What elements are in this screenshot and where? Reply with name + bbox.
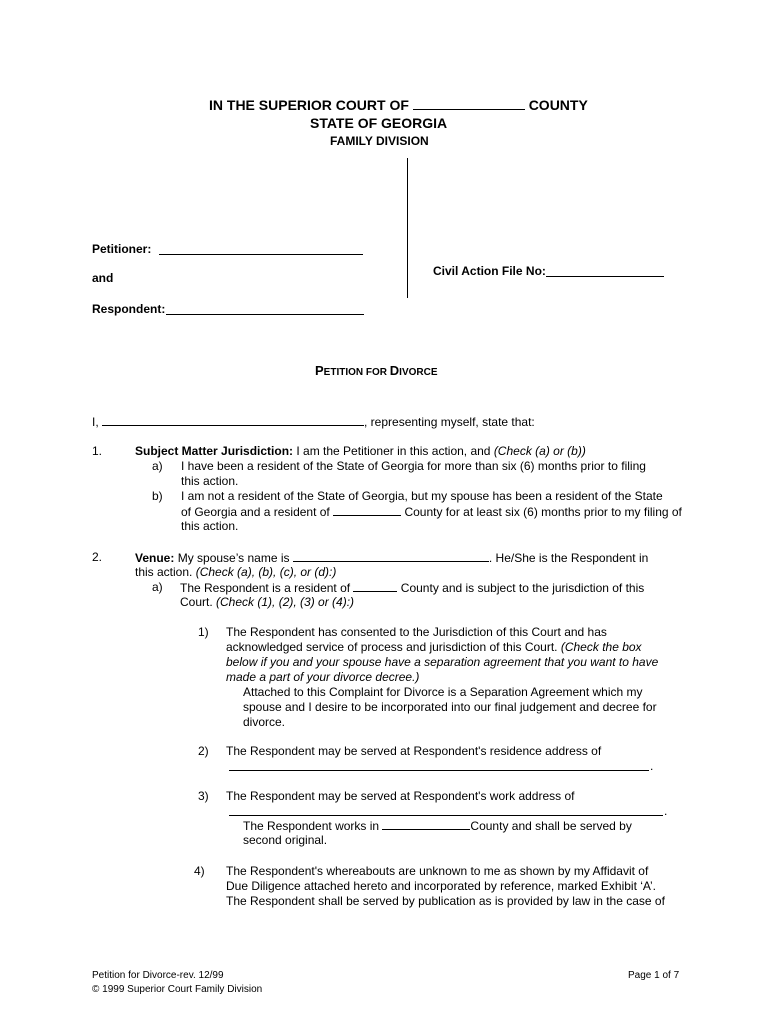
item4-number: 4) [194,864,205,878]
court-heading-suffix: COUNTY [528,97,588,113]
work-address-field[interactable] [229,815,663,816]
spouse-county-field[interactable] [333,504,401,516]
item4-line1: The Respondent's whereabouts are unknown to me as shown by my Affidavit of [226,864,649,878]
item3-line1: The Respondent may be served at Respondent's work address of [226,789,575,803]
item1-line4: made a part of your divorce decree.) [226,670,420,684]
item4-line3: The Respondent shall be served by publication as is provided by law in the case of [226,894,665,908]
footer-copyright: © 1999 Superior Court Family Division [92,984,263,995]
court-heading [209,97,588,114]
petitioner-self-name-field[interactable] [102,414,364,426]
section2-line1-post: . He/She is the Respondent in [488,551,649,565]
item3-sub2: second original. [243,833,328,847]
title-ivorce: IVORCE [399,367,438,378]
title-p: P [315,363,324,378]
section2-a-line1-post: County and is subject to the jurisdiction of this [400,581,645,595]
section2-a-label: a) [152,580,163,594]
item3-sub1 [243,818,632,834]
item2-end: . [650,759,654,773]
section2-a-line1-pre: The Respondent is a resident of [180,581,351,595]
section2-line2 [135,565,336,580]
footer-page-number: Page 1 of 7 [628,970,680,981]
item3-end: . [664,804,668,818]
item1-sub2: spouse and I desire to be incorporated into our final judgement and decree for [243,700,657,714]
section1-b-label: b) [152,489,163,503]
section2-heading: Venue: [135,551,175,565]
respondent-county-field[interactable] [353,580,397,592]
section1-text: I am the Petitioner in this action, and [293,444,494,458]
section2-line2-text: this action. [135,565,196,579]
section2-a-line2-instruction: (Check (1), (2), (3) or (4):) [216,595,355,609]
title-d: D [389,363,400,378]
item2-line1: The Respondent may be served at Respondent's residence address of [226,744,602,758]
section2-number: 2. [92,550,103,564]
section1-a-label: a) [152,459,163,473]
section2-line1-pre: My spouse’s name is [174,551,290,565]
item1-line1: The Respondent has consented to the Jurisdiction of this Court and has [226,625,607,639]
section1-b-line2-post: County for at least six (6) months prior to my filing of [404,505,682,519]
state-heading: STATE OF GEORGIA [310,115,448,131]
respondent-label: Respondent: [92,302,166,316]
document-title [315,363,438,380]
item3-sub1-pre: The Respondent works in [243,819,380,833]
item2-number: 2) [198,744,209,758]
section1-b-line3: this action. [181,519,239,533]
petitioner-label: Petitioner: [92,242,152,256]
intro-line [92,414,535,430]
intro-prefix: I, [92,415,99,429]
section1-b-line2 [181,504,682,520]
item1-number: 1) [198,625,209,639]
section1-heading-line [135,444,586,459]
item1-line2-instruction: (Check the box [560,640,642,654]
spouse-name-field[interactable] [293,550,489,562]
title-etition: ETITION FOR [323,367,390,378]
section1-heading: Subject Matter Jurisdiction: [135,444,294,458]
section2-a-line1 [180,580,644,596]
section2-a-line2 [180,595,354,610]
and-label: and [92,271,114,285]
item1-line2 [226,640,642,655]
section2-a-line2-text: Court. [180,595,217,609]
item1-line2-text: acknowledged service of process and jurisdiction of this Court. [226,640,561,654]
section2-line1 [135,550,648,566]
footer-form-name: Petition for Divorce-rev. 12/99 [92,970,224,981]
section1-b-line1: I am not a resident of the State of Georgia, but my spouse has been a resident of the State [181,489,663,503]
civil-action-number-field[interactable] [546,276,664,277]
item4-line2: Due Diligence attached hereto and incorporated by reference, marked Exhibit ‘A’. [226,879,657,893]
item1-sub1: Attached to this Complaint for Divorce is a Separation Agreement which my [243,685,643,699]
caption-divider [407,158,408,298]
item1-sub3: divorce. [243,715,286,729]
section2-line2-instruction: (Check (a), (b), (c), or (d):) [195,565,337,579]
item3-number: 3) [198,789,209,803]
section1-number: 1. [92,444,103,458]
section1-b-line2-pre: of Georgia and a resident of [181,505,330,519]
item1-line3: below if you and your spouse have a separation agreement that you want to have [226,655,659,669]
division-heading: FAMILY DIVISION [330,134,429,148]
work-county-field[interactable] [382,818,470,830]
section1-a-line2: this action. [181,474,239,488]
section1-a-line1: I have been a resident of the State of Georgia for more than six (6) months prior to filing [181,459,646,473]
petitioner-name-field[interactable] [159,254,363,255]
respondent-name-field[interactable] [166,314,364,315]
county-name-field[interactable] [413,97,525,110]
residence-address-field[interactable] [229,770,649,771]
court-heading-prefix: IN THE SUPERIOR COURT OF [209,97,409,113]
section1-instruction: (Check (a) or (b)) [493,444,586,458]
item3-sub1-post: County and shall be served by [470,819,632,833]
civil-action-label: Civil Action File No: [433,264,546,278]
intro-suffix: , representing myself, state that: [364,415,535,429]
